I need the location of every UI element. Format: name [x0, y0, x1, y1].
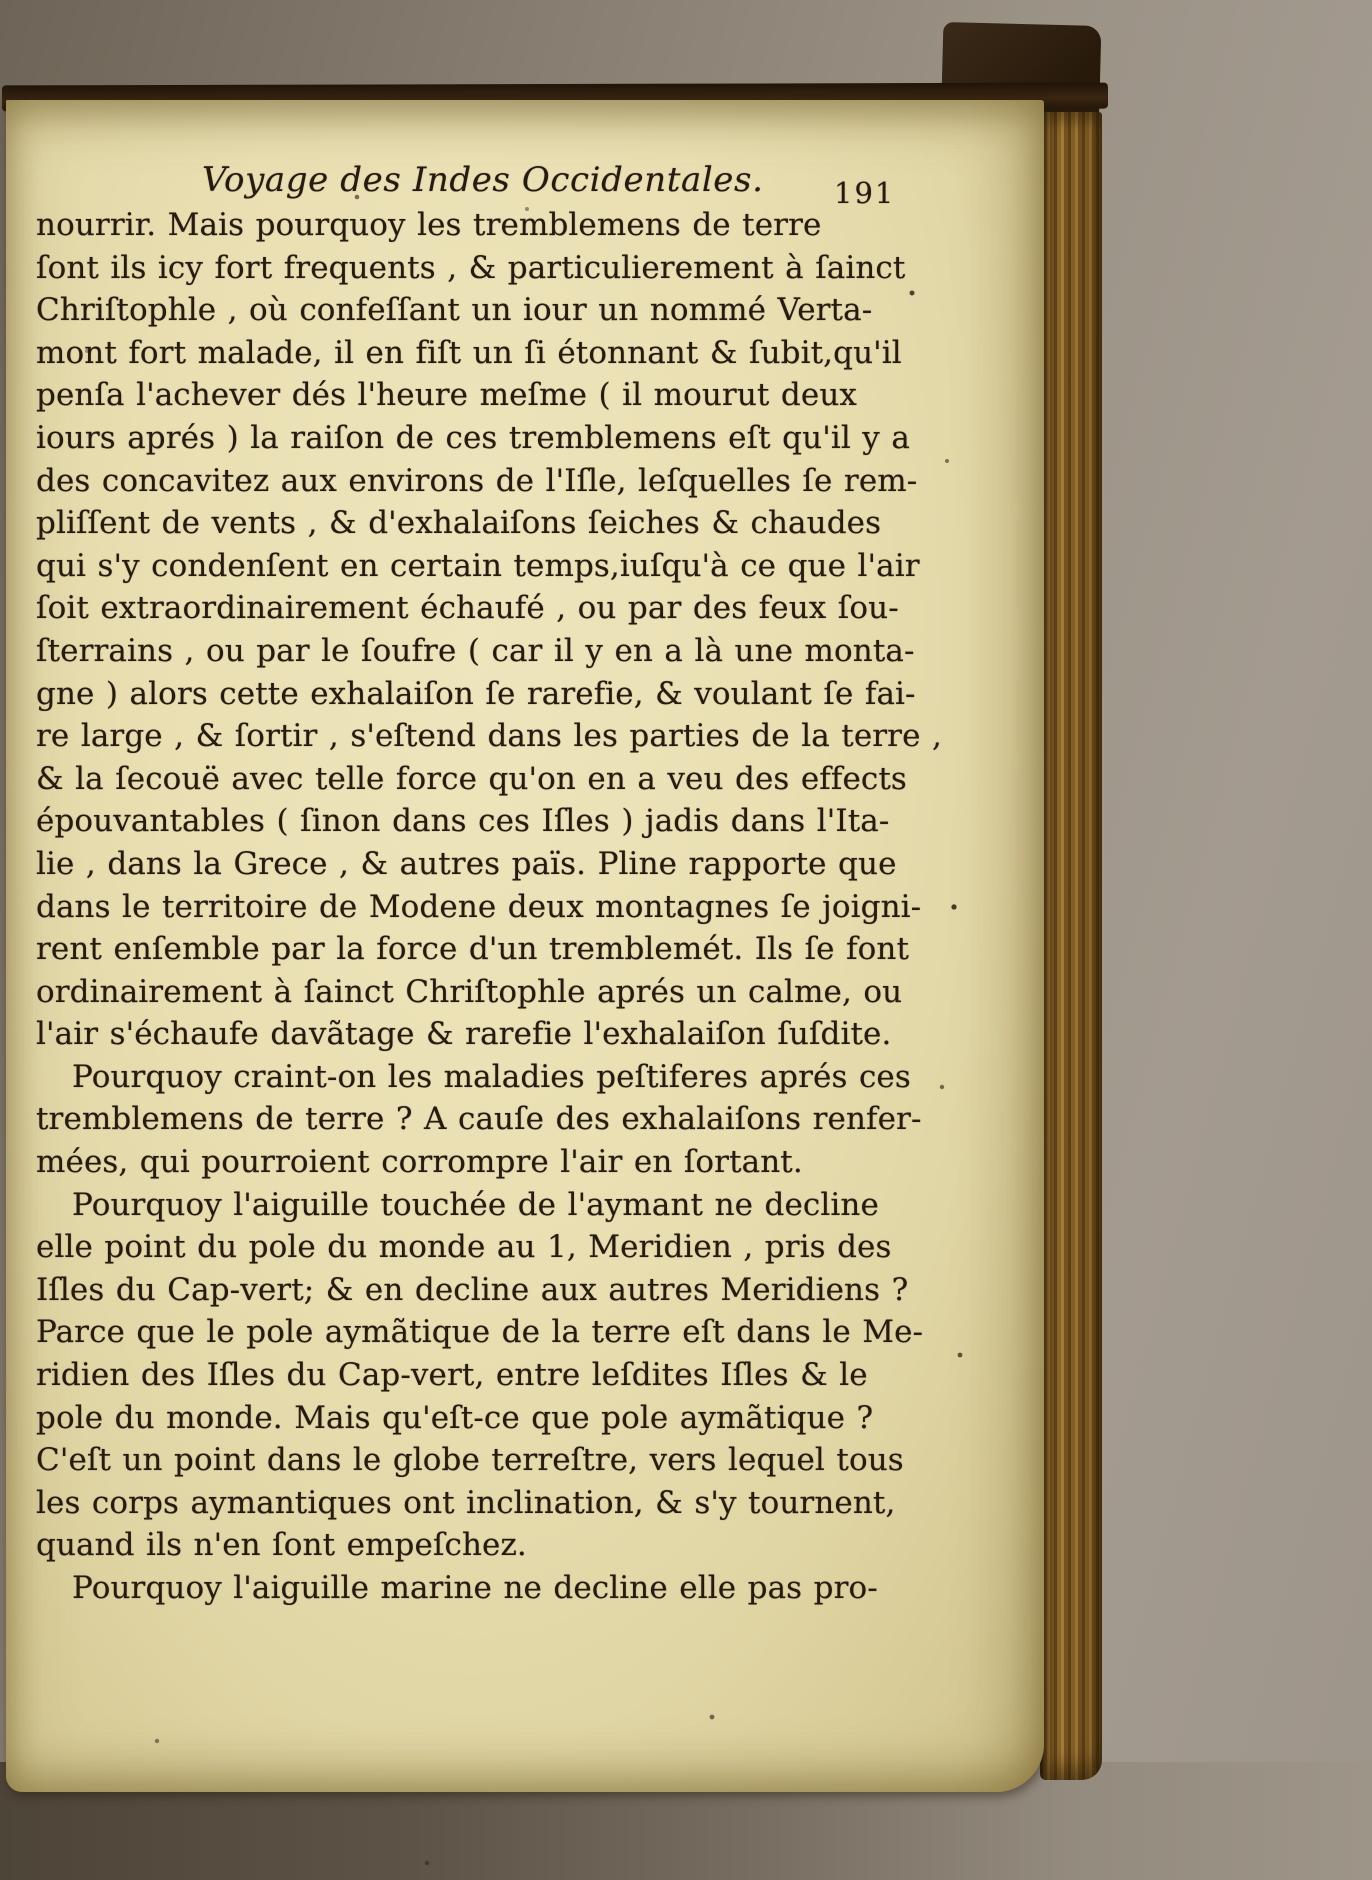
- text-line: Pourquoy craint-on les maladies peſtiferes aprés ces: [72, 1058, 911, 1095]
- text-line: rent enſemble par la force d'un tremblemét. Ils ſe font: [36, 931, 910, 968]
- text-line: ſterrains , ou par le ſoufre ( car il y en a là une monta-: [36, 632, 915, 669]
- text-line: re large , & ſortir , s'eſtend dans les parties de la terre ,: [36, 718, 942, 755]
- text-line: quand ils n'en ſont empeſchez.: [36, 1527, 527, 1564]
- text-line: ordinairement à ſainct Chriſtophle aprés un calme, ou: [36, 973, 903, 1010]
- text-line: mont fort malade, il en fiſt un ſi étonnant & ſubit,qu'il: [36, 334, 902, 371]
- text-line: nourrir. Mais pourquoy les tremblemens de terre: [36, 207, 822, 243]
- text-line: ſont ils icy fort frequents , & particulierement à ſainct: [36, 249, 906, 286]
- text-line: qui s'y condenſent en certain temps,iuſqu'à ce que l'air: [36, 547, 920, 584]
- text-line: mées, qui pourroient corrompre l'air en ſortant.: [36, 1144, 803, 1181]
- text-line: ridien des Iſles du Cap-vert, entre leſdites Iſles & le: [36, 1357, 868, 1394]
- book-fore-edge-pages: [1040, 112, 1102, 1780]
- page-body-text: [36, 204, 942, 1610]
- text-line: penſa l'achever dés l'heure meſme ( il mourut deux: [36, 377, 857, 414]
- text-line: gne ) alors cette exhalaiſon ſe rarefie, & voulant ſe fai-: [36, 675, 916, 712]
- scanned-book-page: [6, 100, 1044, 1792]
- text-line: pole du monde. Mais qu'eſt-ce que pole aymãtique ?: [36, 1399, 874, 1436]
- text-line: Pourquoy l'aiguille touchée de l'aymant ne decline: [72, 1186, 879, 1223]
- text-line: des concavitez aux environs de l'Iſle, leſquelles ſe rem-: [36, 462, 918, 499]
- page-header: [6, 160, 1044, 208]
- text-line: l'air s'échaufe davãtage & rarefie l'exhalaiſon ſuſdite.: [36, 1016, 892, 1053]
- text-line: ſoit extraordinairement échaufé , ou par des feux ſou-: [36, 590, 899, 627]
- running-title: Voyage des Indes Occidentales.: [202, 160, 764, 200]
- text-line: C'eſt un point dans le globe terreſtre, vers lequel tous: [36, 1442, 904, 1479]
- text-line: lie , dans la Grece , & autres païs. Pline rapporte que: [36, 845, 897, 882]
- text-line: tremblemens de terre ? A cauſe des exhalaiſons renfer-: [36, 1101, 922, 1138]
- text-line: Iſles du Cap-vert; & en decline aux autres Meridiens ?: [36, 1271, 909, 1308]
- text-line: iours aprés ) la raiſon de ces tremblemens eſt qu'il y a: [36, 419, 910, 456]
- page-number: 191: [834, 176, 896, 210]
- text-line: & la ſecouë avec telle force qu'on en a veu des effects: [36, 760, 907, 797]
- paper-specks: [6, 100, 8, 102]
- text-line: épouvantables ( ſinon dans ces Iſles ) jadis dans l'Ita-: [36, 803, 890, 840]
- text-line: Pourquoy l'aiguille marine ne decline elle pas pro-: [72, 1570, 878, 1606]
- text-line: elle point du pole du monde au 1, Meridien , pris des: [36, 1229, 892, 1266]
- text-line: Parce que le pole aymãtique de la terre eſt dans le Me-: [36, 1314, 924, 1351]
- text-line: Chriſtophle , où confeſſant un iour un nommé Verta-: [36, 292, 873, 329]
- text-line: pliſſent de vents , & d'exhalaiſons ſeiches & chaudes: [36, 505, 882, 542]
- text-line: dans le territoire de Modene deux montagnes ſe joigni-: [36, 888, 922, 925]
- text-line: les corps aymantiques ont inclination, & s'y tournent,: [36, 1484, 896, 1521]
